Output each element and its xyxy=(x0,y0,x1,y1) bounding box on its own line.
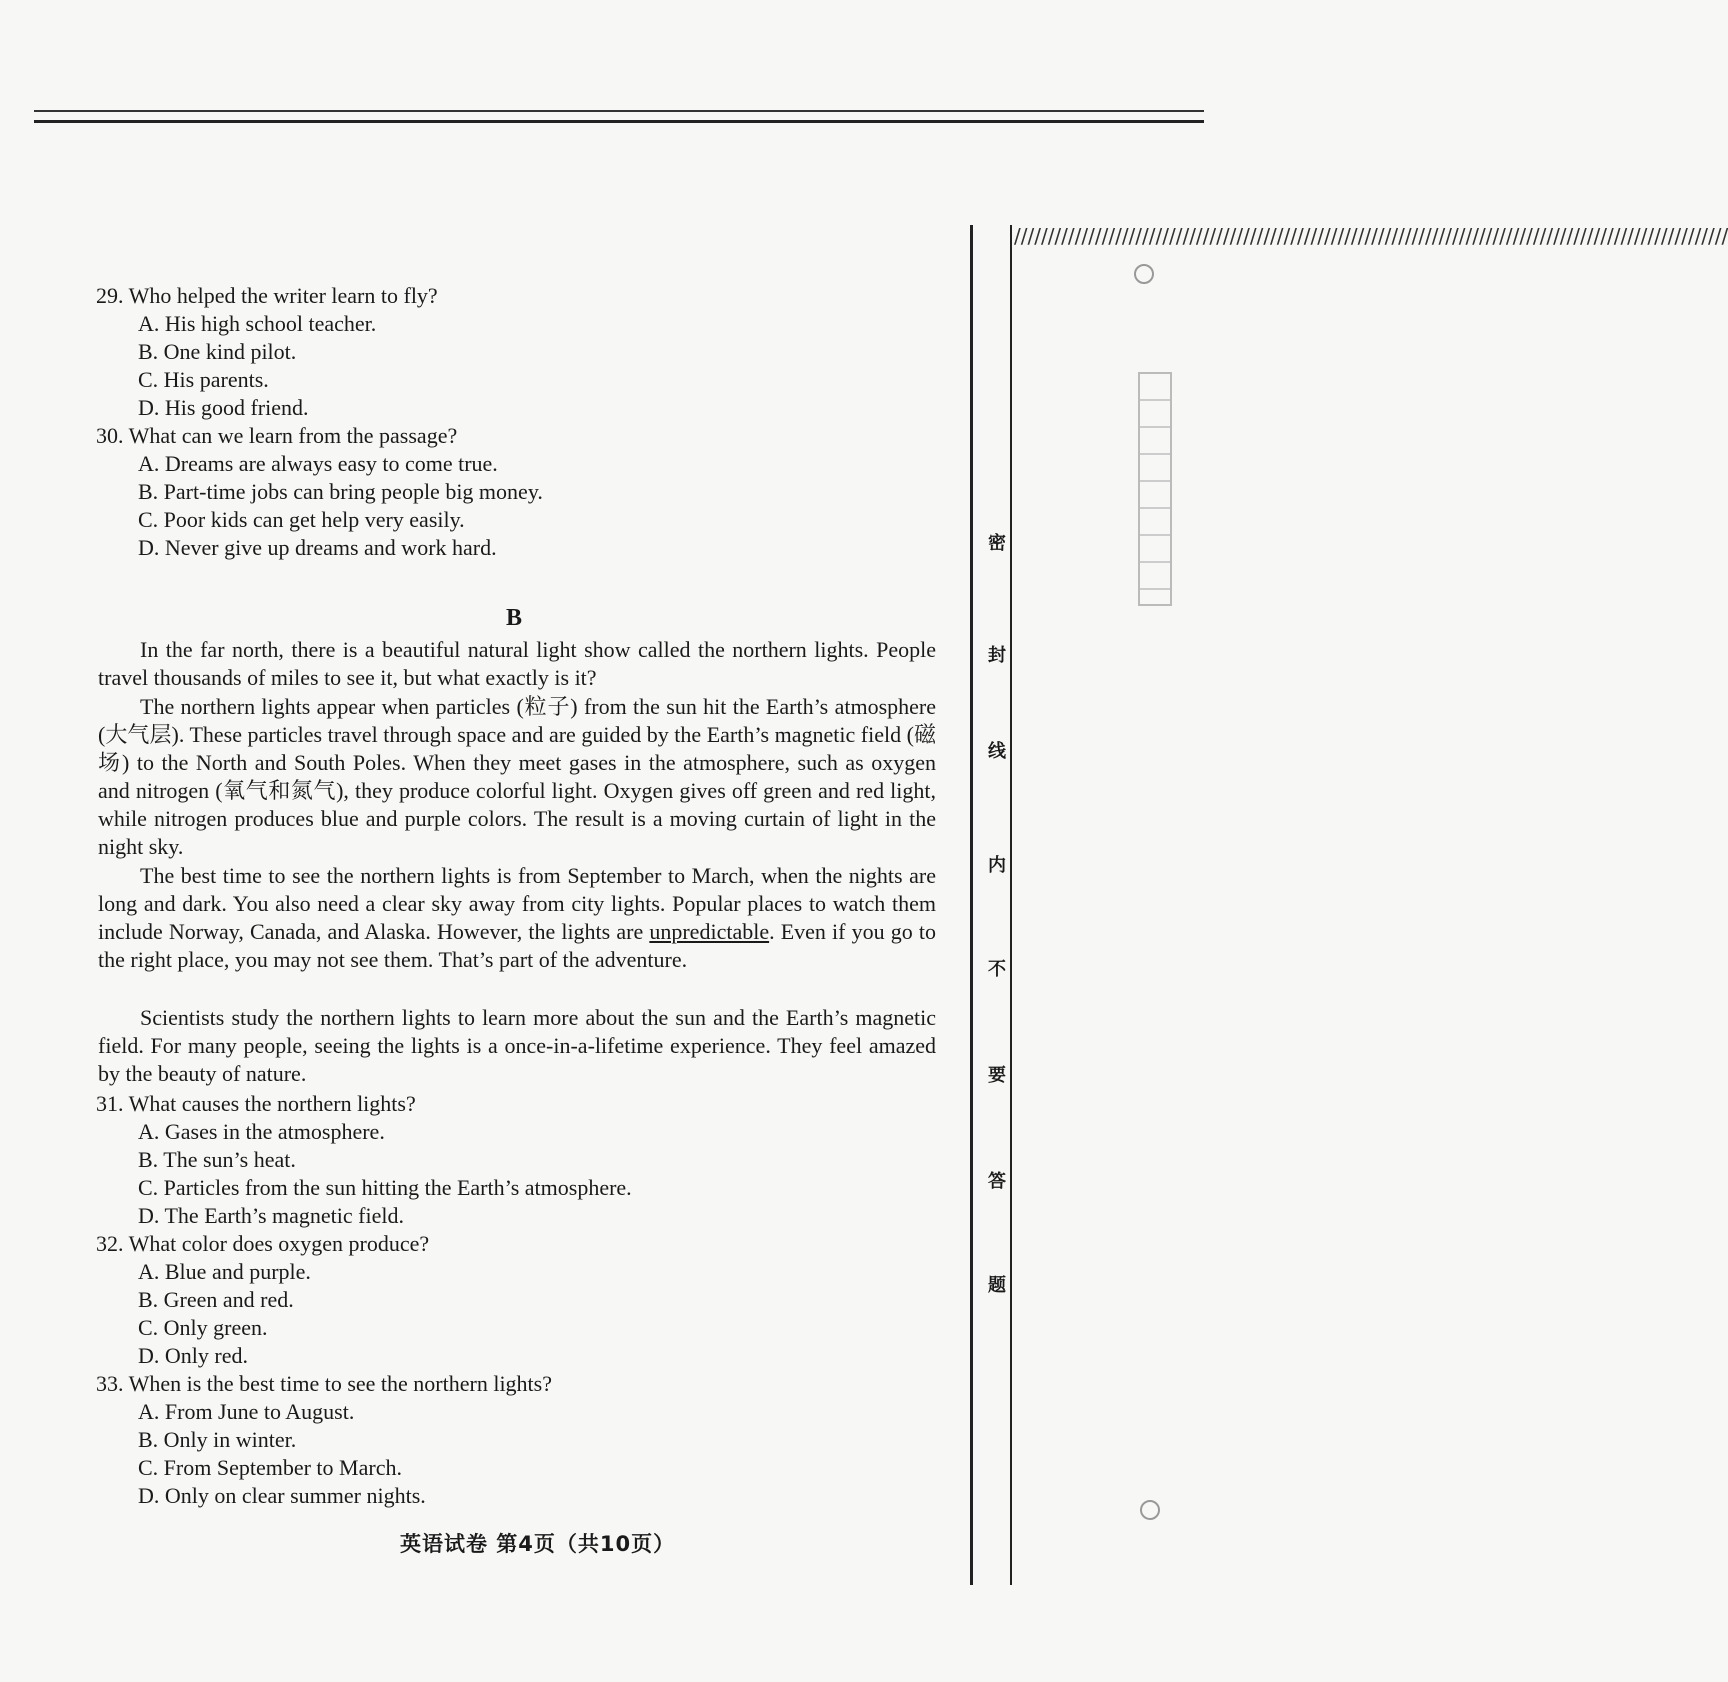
question-29-option-a: A. His high school teacher. xyxy=(138,311,377,336)
paragraph-3-text-before: The best time to see the northern lights is from September to March, when the nights are long and dark. You also need a clear sky away from city lights. Popular places to watch them include Norway, Canada, and Alaska. However, the lights are xyxy=(98,863,936,944)
question-30-option-d: D. Never give up dreams and work hard. xyxy=(138,535,497,560)
question-30-option-a: A. Dreams are always easy to come true. xyxy=(138,451,498,476)
section-letter: B xyxy=(506,605,523,631)
passage-paragraph-2: The northern lights appear when particles (粒子) from the sun hit the Earth’s atmosphere (大气层). These particles travel through space and are guided by the Earth’s magnetic field (磁场) to the North and South Poles. When they meet gases in the atmosphere, such as oxygen and nitrogen (氧气和氮气), they produce colorful light. Oxygen gives off green and red light, while nitrogen produces blue and purple colors. The result is a moving curtain of light in the night sky. xyxy=(98,694,936,859)
question-30-option-c: C. Poor kids can get help very easily. xyxy=(138,507,465,532)
punch-hole-bottom xyxy=(1140,1500,1160,1520)
id-number-boxes xyxy=(1138,372,1172,606)
question-30-option-b: B. Part-time jobs can bring people big money. xyxy=(138,479,543,504)
underlined-word: unpredictable xyxy=(649,919,770,944)
question-31-option-c: C. Particles from the sun hitting the Earth’s atmosphere. xyxy=(138,1175,632,1200)
punch-hole-top xyxy=(1134,264,1154,284)
binding-char-3: 线 xyxy=(985,741,1006,759)
question-32-option-b: B. Green and red. xyxy=(138,1287,294,1312)
binding-line-outer xyxy=(970,225,973,1585)
binding-slashes: ////////////////////////////////////////////////////////////////////////////////////////////////////////// xyxy=(1014,224,1728,248)
binding-char-6: 要 xyxy=(985,1065,1006,1083)
question-33-option-a: A. From June to August. xyxy=(138,1399,355,1424)
binding-char-7: 答 xyxy=(985,1171,1006,1189)
binding-char-8: 题 xyxy=(985,1275,1006,1293)
question-31-option-b: B. The sun’s heat. xyxy=(138,1147,296,1172)
passage-paragraph-3 xyxy=(98,862,936,974)
binding-char-1: 密 xyxy=(985,533,1006,551)
binding-char-4: 内 xyxy=(985,855,1006,873)
paragraph-3-text-after: . Even if you go to the right place, you may not see them. That’s part of the adventure. xyxy=(98,919,936,972)
question-31-stem: 31. What causes the northern lights? xyxy=(96,1091,416,1116)
binding-margin xyxy=(970,224,1728,1585)
question-29-stem: 29. Who helped the writer learn to fly? xyxy=(96,283,438,308)
question-29-option-d: D. His good friend. xyxy=(138,395,309,420)
question-29-option-b: B. One kind pilot. xyxy=(138,339,297,364)
question-29-option-c: C. His parents. xyxy=(138,367,269,392)
binding-line-inner xyxy=(1010,225,1012,1585)
question-33-stem: 33. When is the best time to see the northern lights? xyxy=(96,1371,552,1396)
question-33-option-c: C. From September to March. xyxy=(138,1455,402,1480)
question-32-option-c: C. Only green. xyxy=(138,1315,268,1340)
question-32-option-d: D. Only red. xyxy=(138,1343,248,1368)
question-31-option-d: D. The Earth’s magnetic field. xyxy=(138,1203,404,1228)
binding-char-2: 封 xyxy=(985,645,1006,663)
question-33-option-b: B. Only in winter. xyxy=(138,1427,297,1452)
question-31-option-a: A. Gases in the atmosphere. xyxy=(138,1119,385,1144)
binding-char-5: 不 xyxy=(985,959,1006,977)
passage-paragraph-1: In the far north, there is a beautiful natural light show called the northern lights. People travel thousands of miles to see it, but what exactly is it? xyxy=(98,637,936,690)
question-32-stem: 32. What color does oxygen produce? xyxy=(96,1231,430,1256)
passage-paragraph-4: Scientists study the northern lights to learn more about the sun and the Earth’s magnetic field. For many people, seeing the lights is a once-in-a-lifetime experience. They feel amazed by the beauty of nature. xyxy=(98,1005,936,1086)
question-30-stem: 30. What can we learn from the passage? xyxy=(96,423,458,448)
question-32-option-a: A. Blue and purple. xyxy=(138,1259,311,1284)
question-33-option-d: D. Only on clear summer nights. xyxy=(138,1483,426,1508)
page-footer: 英语试卷 第4页（共10页） xyxy=(400,1532,676,1556)
